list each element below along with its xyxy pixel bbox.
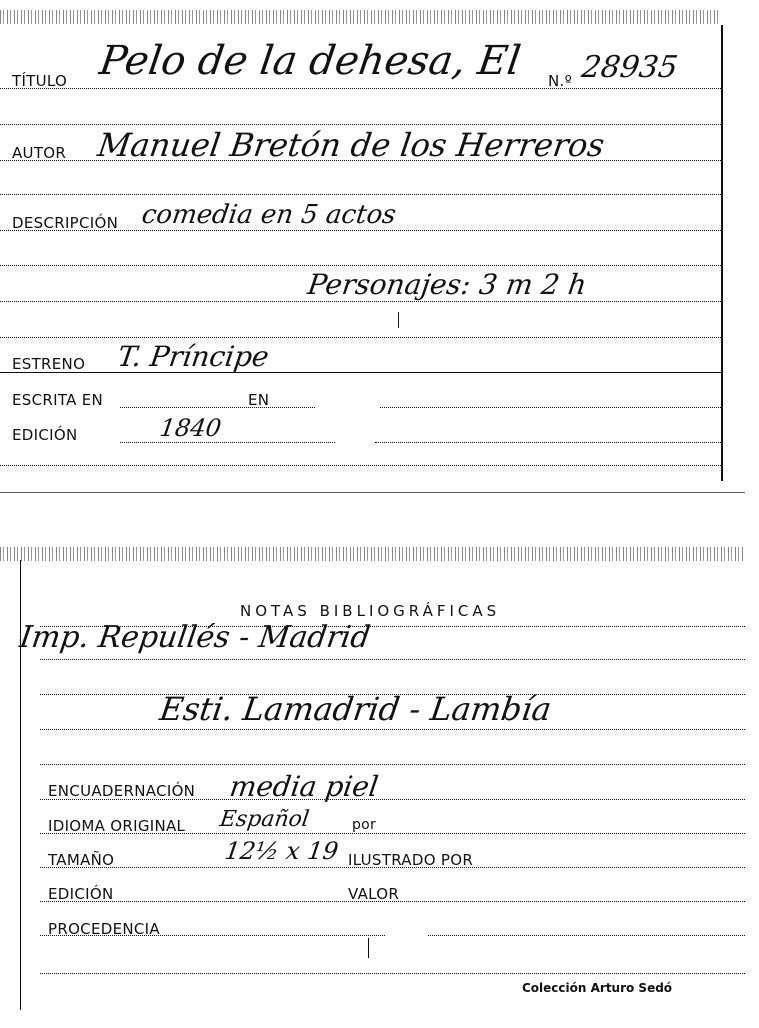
label-escrita-en: ESCRITA EN [12,391,104,409]
value-autor: Manuel Bretón de los Herreros [95,126,607,164]
rule [0,265,721,266]
rule [0,337,721,338]
value-titulo: Pelo de la dehesa, El [96,38,524,84]
label-procedencia: PROCEDENCIA [48,920,160,938]
value-numero: 28935 [579,50,680,85]
pen-mark [398,312,399,328]
label-en: EN [248,391,270,409]
rule [40,973,745,974]
rule-notes-2 [40,729,745,730]
rule-escrita [120,407,315,408]
scan-noise-strip [0,10,720,24]
value-tamano: 12½ x 19 [223,837,341,865]
value-idioma-original: Español [218,807,311,832]
collection-credit: Colección Arturo Sedó [522,981,673,995]
label-ilustrado-por: ILUSTRADO POR [348,851,474,869]
rule-titulo [0,88,721,89]
rule-notes-1 [40,659,745,660]
rule-personajes [0,301,721,302]
note-estampa: Esti. Lamadrid - Lambía [157,690,554,728]
label-descripcion: DESCRIPCIÓN [12,214,119,232]
card-separator [0,492,745,493]
value-personajes: Personajes: 3 m 2 h [305,268,589,301]
heading-notas-bibliograficas: NOTAS BIBLIOGRÁFICAS [240,602,501,620]
rule-procedencia-2 [428,935,745,936]
label-por: por [352,817,377,833]
label-autor: AUTOR [12,144,67,162]
rule [0,194,721,195]
rule-escrita-en [380,407,721,408]
pen-mark [368,938,369,958]
rule [0,124,721,125]
value-encuadernacion: media piel [227,770,381,803]
value-descripcion: comedia en 5 actos [139,200,398,230]
rule-edicion [120,442,335,443]
rule-estreno [0,372,721,373]
value-edicion: 1840 [158,414,224,442]
label-encuadernacion: ENCUADERNACIÓN [48,782,196,800]
label-valor: VALOR [348,885,400,903]
scan-noise-strip [0,547,745,561]
rule [0,465,721,466]
catalog-card-notes [17,545,745,1015]
note-imprenta: Imp. Repullés - Madrid [17,620,373,655]
rule [40,764,745,765]
label-idioma-original: IDIOMA ORIGINAL [48,817,186,835]
label-edicion: EDICIÓN [12,426,78,444]
label-edicion: EDICIÓN [48,885,114,903]
value-estreno: T. Príncipe [115,340,272,373]
label-numero: N.º [548,72,572,90]
label-tamano: TAMAÑO [48,851,115,869]
card-right-edge [721,25,723,481]
rule-edicion-2 [375,442,721,443]
label-titulo: TÍTULO [12,72,68,90]
catalog-card-main [0,0,745,492]
label-estreno: ESTRENO [12,355,86,373]
